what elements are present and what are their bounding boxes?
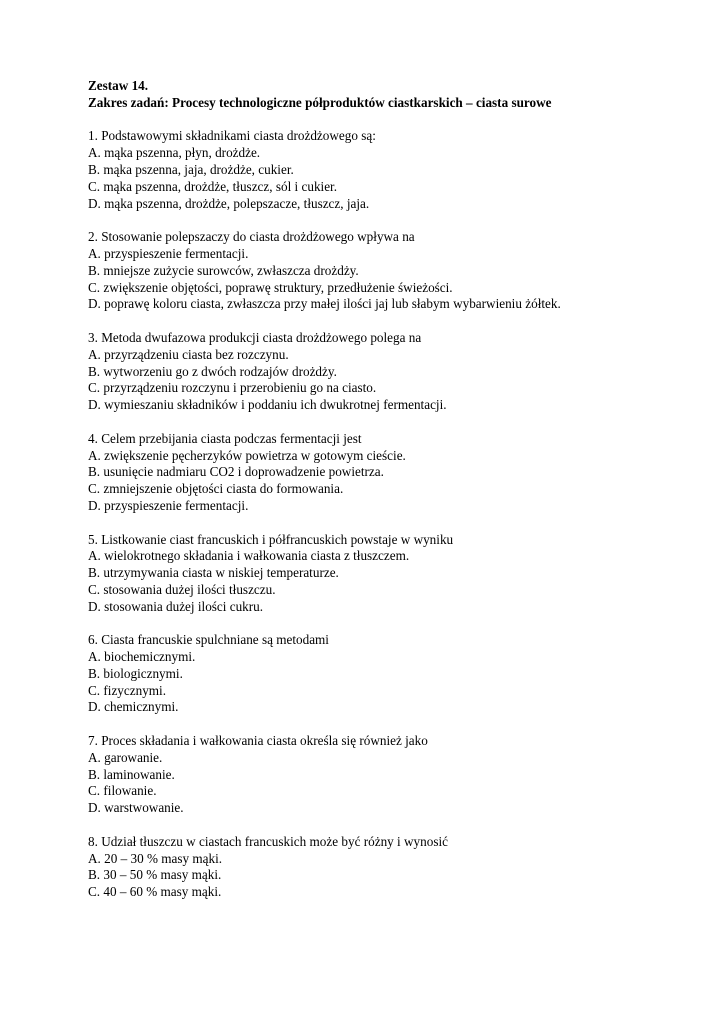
answer-a: A. przyspieszenie fermentacji. — [88, 245, 249, 261]
question-text: 4. Celem przebijania ciasta podczas fermentacji jest — [88, 430, 362, 446]
question-2 — [88, 229, 628, 313]
answer-c: C. stosowania dużej ilości tłuszczu. — [88, 581, 276, 597]
answer-d: D. chemicznymi. — [88, 699, 179, 715]
answer-b: B. utrzymywania ciasta w niskiej temperaturze. — [88, 565, 339, 581]
answer-b: B. usunięcie nadmiaru CO2 i doprowadzenie powietrza. — [88, 464, 384, 480]
answer-d: D. warstwowanie. — [88, 800, 184, 816]
answer-b: B. biologicznymi. — [88, 665, 183, 681]
document-page — [88, 78, 628, 901]
answer-c: C. zwiększenie objętości, poprawę struktury, przedłużenie świeżości. — [88, 279, 453, 295]
question-text: 1. Podstawowymi składnikami ciasta drożdżowego są: — [88, 128, 376, 144]
answer-c: C. filowanie. — [88, 783, 157, 799]
answer-b: B. laminowanie. — [88, 766, 175, 782]
answer-b: B. mąka pszenna, jaja, drożdże, cukier. — [88, 161, 294, 177]
question-8 — [88, 834, 628, 901]
question-7 — [88, 733, 628, 817]
answer-a: A. garowanie. — [88, 749, 163, 765]
answer-d: D. poprawę koloru ciasta, zwłaszcza przy małej ilości jaj lub słabym wybarwieniu żółtek. — [88, 296, 561, 312]
question-text: 7. Proces składania i wałkowania ciasta określa się również jako — [88, 733, 428, 749]
question-1 — [88, 128, 628, 212]
answer-c: C. przyrządzeniu rozczynu i przerobieniu go na ciasto. — [88, 380, 377, 396]
answer-a: A. wielokrotnego składania i wałkowania ciasta z tłuszczem. — [88, 548, 410, 564]
answer-a: A. przyrządzeniu ciasta bez rozczynu. — [88, 346, 289, 362]
answer-d: D. stosowania dużej ilości cukru. — [88, 598, 264, 614]
answer-b: B. wytworzeniu go z dwóch rodzajów drożdży. — [88, 363, 337, 379]
answer-c: C. 40 – 60 % masy mąki. — [88, 884, 222, 900]
question-3 — [88, 330, 628, 414]
answer-a: A. biochemicznymi. — [88, 649, 196, 665]
answer-c: C. mąka pszenna, drożdże, tłuszcz, sól i cukier. — [88, 178, 338, 194]
answer-a: A. zwiększenie pęcherzyków powietrza w gotowym cieście. — [88, 447, 406, 463]
answer-c: C. zmniejszenie objętości ciasta do formowania. — [88, 481, 344, 497]
question-4 — [88, 431, 628, 515]
question-text: 2. Stosowanie polepszaczy do ciasta drożdżowego wpływa na — [88, 229, 415, 245]
question-text: 6. Ciasta francuskie spulchniane są metodami — [88, 632, 329, 648]
set-title: Zestaw 14. — [88, 78, 149, 93]
answer-a: A. mąka pszenna, płyn, drożdże. — [88, 145, 261, 161]
answer-a: A. 20 – 30 % masy mąki. — [88, 850, 223, 866]
question-text: 5. Listkowanie ciast francuskich i półfrancuskich powstaje w wyniku — [88, 531, 454, 547]
answer-b: B. mniejsze zużycie surowców, zwłaszcza drożdży. — [88, 262, 359, 278]
question-text: 8. Udział tłuszczu w ciastach francuskich może być różny i wynosić — [88, 833, 448, 849]
question-6 — [88, 632, 628, 716]
question-text: 3. Metoda dwufazowa produkcji ciasta drożdżowego polega na — [88, 329, 422, 345]
answer-d: D. wymieszaniu składników i poddaniu ich dwukrotnej fermentacji. — [88, 397, 447, 413]
answer-d: D. mąka pszenna, drożdże, polepszacze, tłuszcz, jaja. — [88, 195, 370, 211]
question-5 — [88, 532, 628, 616]
scope-title: Zakres zadań: Procesy technologiczne półproduktów ciastkarskich – ciasta surowe — [88, 94, 552, 110]
answer-d: D. przyspieszenie fermentacji. — [88, 497, 249, 513]
answer-b: B. 30 – 50 % masy mąki. — [88, 867, 222, 883]
answer-c: C. fizycznymi. — [88, 682, 167, 698]
